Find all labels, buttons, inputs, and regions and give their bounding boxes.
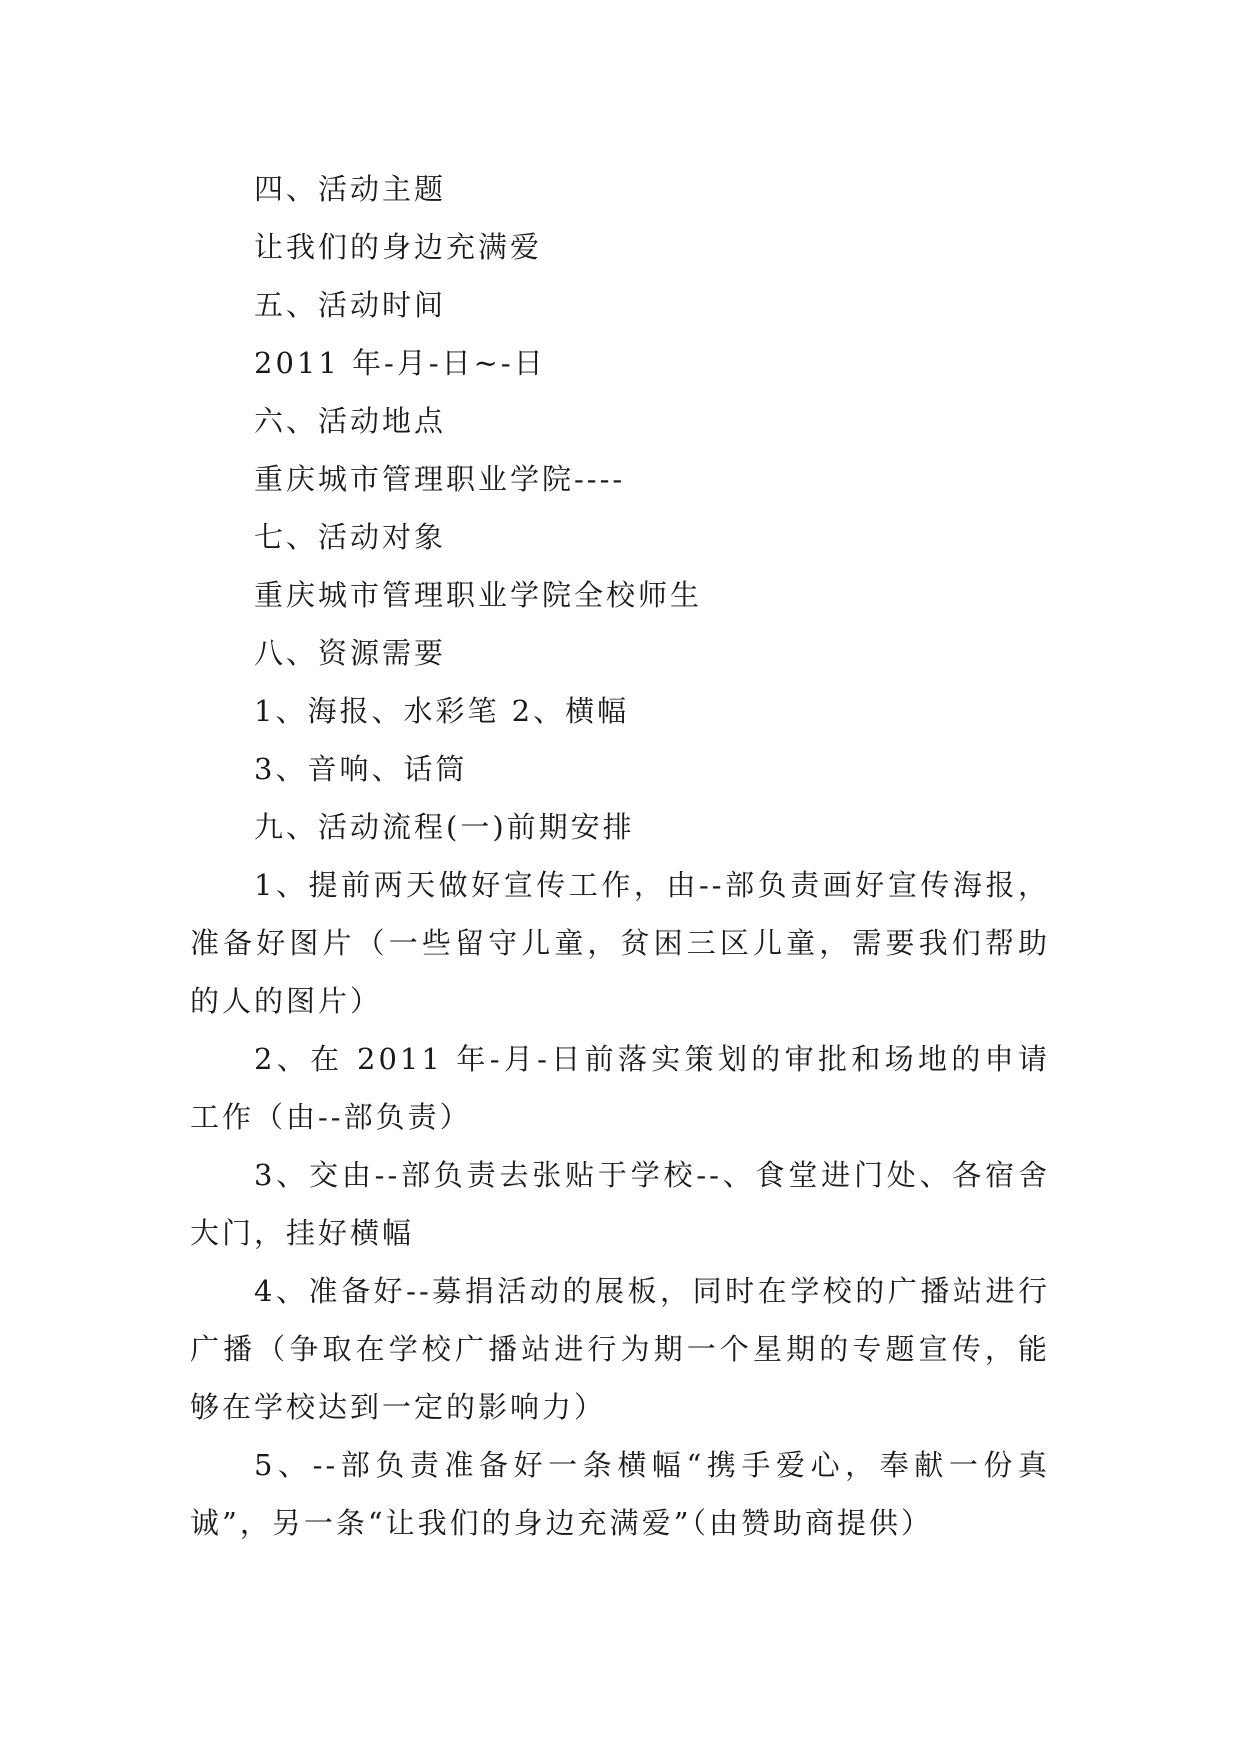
audience-text: 重庆城市管理职业学院全校师生 — [254, 578, 703, 612]
theme-text: 让我们的身边充满爱 — [254, 230, 543, 264]
section-heading-location: 六、活动地点 — [254, 404, 447, 438]
location-text: 重庆城市管理职业学院---- — [254, 462, 626, 496]
process-step-4: 4、准备好--募捐活动的展板，同时在学校的广播站进行广播（争取在学校广播站进行为期一个星期的专题宣传，能够在学校达到一定的影响力） — [190, 1274, 1050, 1424]
section-heading-audience: 七、活动对象 — [254, 520, 447, 554]
process-step-1: 1、提前两天做好宣传工作，由--部负责画好宣传海报，准备好图片（一些留守儿童，贫困三区儿童，需要我们帮助的人的图片） — [190, 868, 1050, 1018]
section-heading-resources: 八、资源需要 — [254, 636, 447, 670]
section-heading-theme: 四、活动主题 — [254, 172, 447, 206]
process-step-3: 3、交由--部负责去张贴于学校--、食堂进门处、各宿舍大门，挂好横幅 — [190, 1158, 1050, 1250]
resources-item-2: 3、音响、话筒 — [254, 752, 468, 786]
document-body — [190, 160, 1050, 1552]
section-heading-time: 五、活动时间 — [254, 288, 447, 322]
section-heading-process: 九、活动流程(一)前期安排 — [254, 810, 635, 844]
process-step-2: 2、在 2011 年-月-日前落实策划的审批和场地的申请工作（由--部负责） — [190, 1042, 1050, 1134]
resources-item-1: 1、海报、水彩笔 2、横幅 — [254, 694, 630, 728]
process-step-5: 5、--部负责准备好一条横幅“携手爱心，奉献一份真诚”，另一条“让我们的身边充满爱”（由赞助商提供） — [190, 1448, 1050, 1540]
time-text: 2011 年-月-日~-日 — [254, 346, 546, 380]
